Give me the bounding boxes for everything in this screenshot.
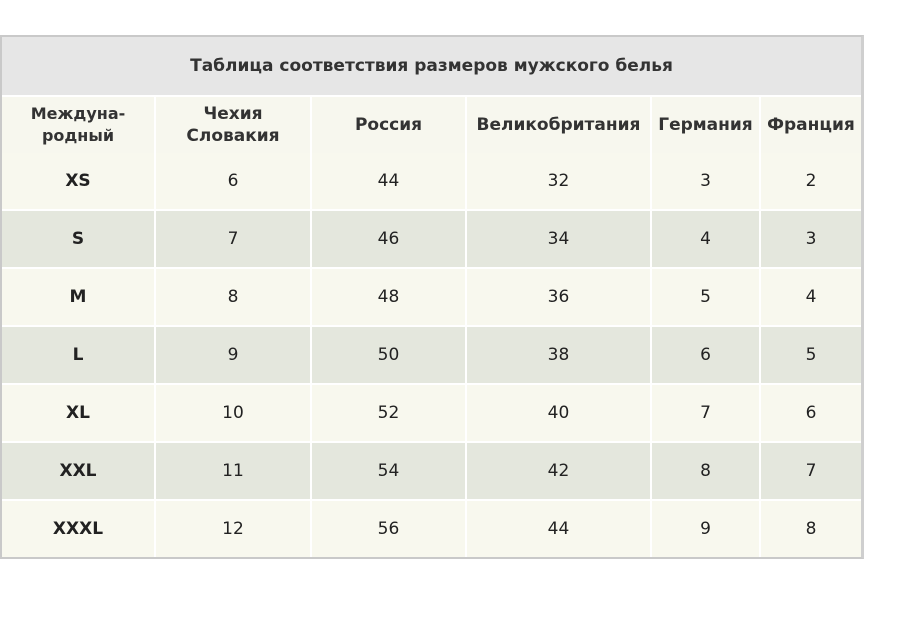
cell-czech-slovakia: 10 (156, 385, 312, 443)
header-france: Франция (761, 97, 861, 153)
size-table-container (0, 35, 864, 559)
table-row (2, 385, 861, 443)
cell-international: XXXL (2, 501, 156, 557)
table-row (2, 269, 861, 327)
cell-russia: 56 (312, 501, 467, 557)
header-germany: Германия (652, 97, 761, 153)
cell-germany: 5 (652, 269, 761, 327)
cell-russia: 48 (312, 269, 467, 327)
cell-great-britain: 32 (467, 153, 652, 211)
caption-row (2, 37, 861, 97)
cell-czech-slovakia: 7 (156, 211, 312, 269)
table-row (2, 327, 861, 385)
cell-russia: 50 (312, 327, 467, 385)
header-russia: Россия (312, 97, 467, 153)
header-czech-slovakia: Чехия Словакия (156, 97, 312, 153)
table-caption: Таблица соответствия размеров мужского белья (2, 37, 861, 97)
table-row (2, 501, 861, 557)
cell-international: XS (2, 153, 156, 211)
header-international: Междуна- родный (2, 97, 156, 153)
header-great-britain: Великобритания (467, 97, 652, 153)
cell-germany: 6 (652, 327, 761, 385)
table-body (2, 153, 861, 557)
table-row (2, 211, 861, 269)
cell-germany: 8 (652, 443, 761, 501)
cell-russia: 52 (312, 385, 467, 443)
cell-france: 8 (761, 501, 861, 557)
table-row (2, 153, 861, 211)
cell-czech-slovakia: 6 (156, 153, 312, 211)
cell-international: S (2, 211, 156, 269)
cell-great-britain: 36 (467, 269, 652, 327)
cell-great-britain: 42 (467, 443, 652, 501)
cell-great-britain: 34 (467, 211, 652, 269)
cell-russia: 46 (312, 211, 467, 269)
cell-france: 2 (761, 153, 861, 211)
cell-international: XXL (2, 443, 156, 501)
table-row (2, 443, 861, 501)
cell-czech-slovakia: 11 (156, 443, 312, 501)
cell-france: 7 (761, 443, 861, 501)
cell-czech-slovakia: 8 (156, 269, 312, 327)
cell-russia: 54 (312, 443, 467, 501)
cell-great-britain: 38 (467, 327, 652, 385)
size-conversion-table (0, 35, 864, 559)
cell-germany: 3 (652, 153, 761, 211)
cell-france: 3 (761, 211, 861, 269)
cell-france: 6 (761, 385, 861, 443)
cell-germany: 7 (652, 385, 761, 443)
cell-czech-slovakia: 12 (156, 501, 312, 557)
cell-france: 5 (761, 327, 861, 385)
cell-germany: 9 (652, 501, 761, 557)
cell-france: 4 (761, 269, 861, 327)
cell-russia: 44 (312, 153, 467, 211)
cell-germany: 4 (652, 211, 761, 269)
header-row (2, 97, 861, 153)
cell-czech-slovakia: 9 (156, 327, 312, 385)
cell-great-britain: 40 (467, 385, 652, 443)
cell-great-britain: 44 (467, 501, 652, 557)
cell-international: XL (2, 385, 156, 443)
cell-international: M (2, 269, 156, 327)
cell-international: L (2, 327, 156, 385)
